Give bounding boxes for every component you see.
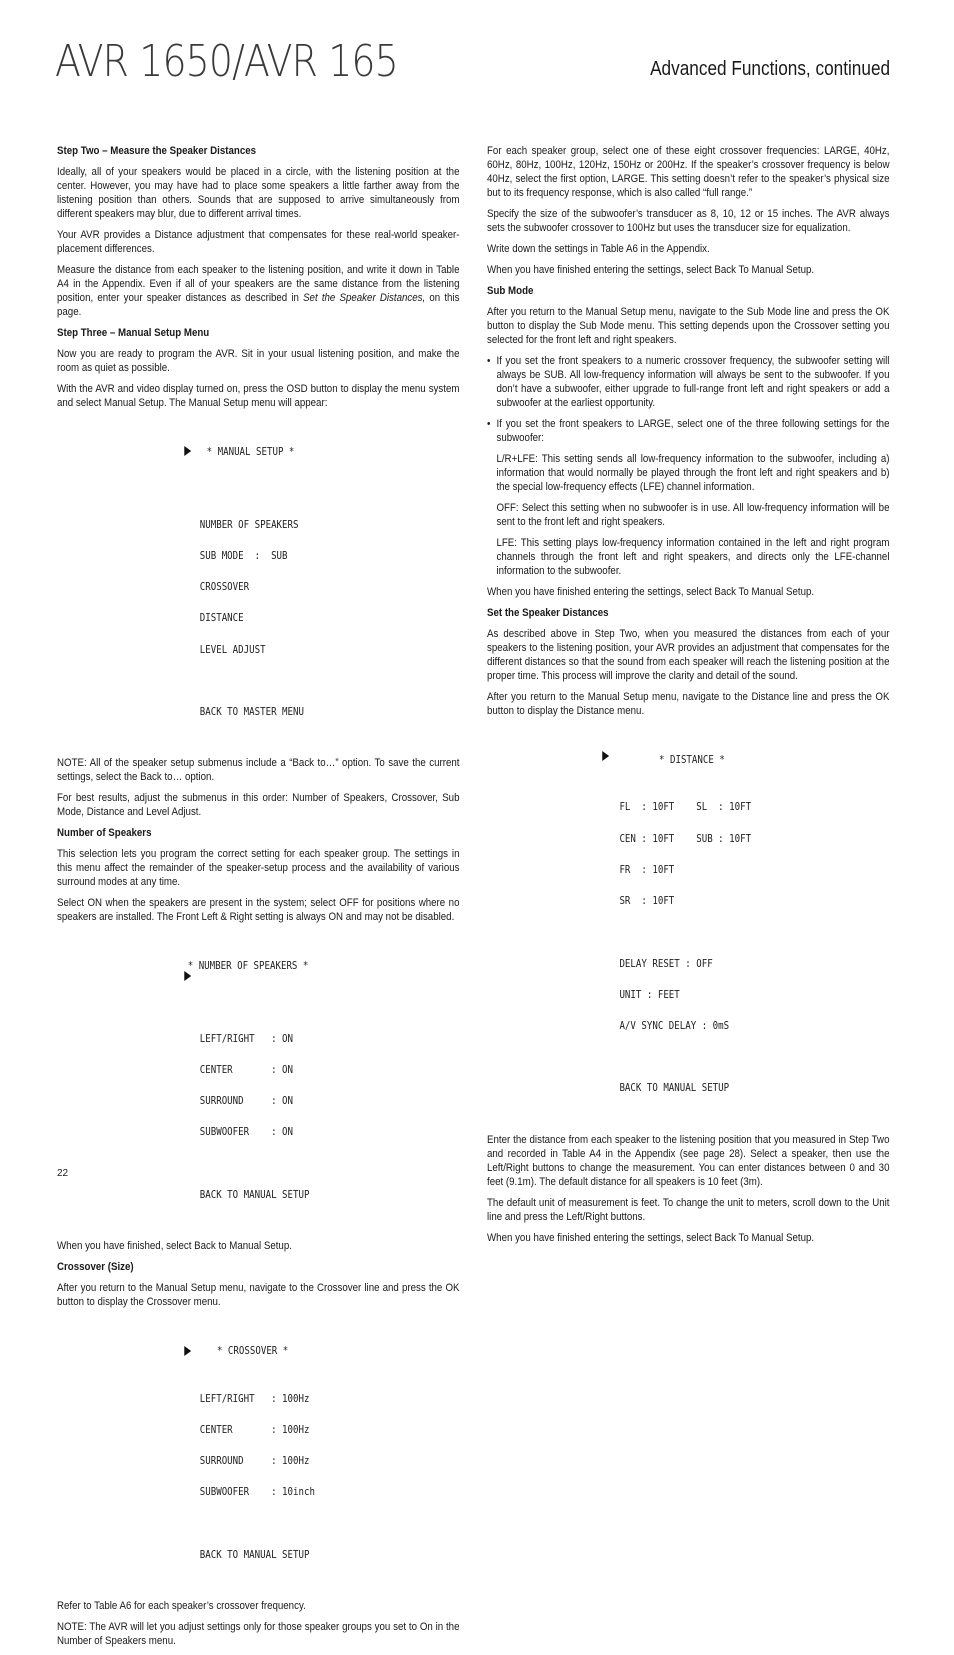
paragraph: With the AVR and video display turned on, press the OSD button to display the menu system and select Manual Setup. The Manual Setup menu will appear: [57, 383, 460, 409]
menu-row: CEN : 10FT SUB : 10FT [619, 832, 752, 845]
paragraph: The default unit of measurement is feet. To change the unit to meters, scroll down to the Unit line and press the Left/Right buttons. [487, 1196, 890, 1223]
menu-item: SUB MODE : SUB [199, 549, 288, 562]
paragraph: OFF: Select this setting when no subwoofer is in use. All low-frequency information will be sent to the front left and right speakers. [496, 502, 890, 528]
sub-mode-bullet-list [487, 354, 889, 445]
menu-row: SURROUND : ON [199, 1095, 294, 1108]
menu-row: SUBWOOFER : 10inch [199, 1486, 315, 1499]
selection-pointer-icon [602, 751, 609, 761]
crossover-menu-display [200, 1325, 460, 1581]
menu-item: NUMBER OF SPEAKERS [199, 518, 299, 531]
menu-title: * CROSSOVER * [216, 1344, 289, 1357]
paragraph: After you return to the Manual Setup menu, navigate to the Distance line and press the OK button to display the Distance menu. [487, 691, 890, 717]
list-item [487, 417, 889, 445]
menu-back-item: BACK TO MASTER MENU [199, 705, 304, 718]
section-title: Advanced Functions, continued [649, 58, 890, 80]
menu-item: DISTANCE [199, 612, 244, 625]
list-item [487, 354, 889, 410]
paragraph [57, 263, 459, 319]
menu-item: LEVEL ADJUST [199, 643, 266, 656]
paragraph: When you have finished entering the settings, select Back To Manual Setup. [487, 586, 815, 598]
list-item-text: If you set the front speakers to LARGE, select one of the three following settings for the subwoofer: [496, 418, 890, 444]
menu-back-item: BACK TO MANUAL SETUP [199, 1188, 310, 1201]
menu-back-item: BACK TO MANUAL SETUP [199, 1548, 310, 1561]
text-run: Measure the distance from each speaker to the listening position, and write it down in Table A4 in the Appendix. Even if all of your speakers are the same distance from the listening position, enter your speaker distances as described in [57, 264, 460, 304]
heading-set-speaker-distances: Set the Speaker Distances [487, 607, 609, 619]
menu-setting: UNIT : FEET [619, 988, 680, 1001]
paragraph: After you return to the Manual Setup menu, navigate to the Crossover line and press the OK button to display the Crossover menu. [57, 1282, 460, 1309]
text-run: on this page. [57, 292, 460, 318]
paragraph: L/R+LFE: This setting sends all low-frequency information to the subwoofer, including a) information that would normally be played through the front left and right speakers and b) the special low-frequency effects (LFE) channel information. [496, 453, 890, 493]
paragraph: For each speaker group, select one of these eight crossover frequencies: LARGE, 40Hz, 60Hz, 80Hz, 100Hz, 120Hz, 150Hz or 200Hz. If the speaker’s crossover frequency is below 40Hz, select the first option, LARGE. This setting doesn’t refer to the speaker’s physical size but to its frequency response, which is also called “full range.” [487, 145, 890, 199]
heading-number-of-speakers: Number of Speakers [57, 827, 152, 840]
page-number: 22 [57, 1168, 69, 1179]
paragraph: Write down the settings in Table A6 in the Appendix. [487, 243, 710, 255]
paragraph: For best results, adjust the submenus in this order: Number of Speakers, Crossover, Sub Mode, Distance and Level Adjust. [57, 792, 460, 819]
heading-step-three: Step Three – Manual Setup Menu [57, 327, 210, 339]
menu-setting: A/V SYNC DELAY : 0mS [619, 1019, 730, 1032]
heading-sub-mode: Sub Mode [487, 285, 534, 297]
menu-row: LEFT/RIGHT : ON [199, 1032, 294, 1045]
sub-mode-options [487, 452, 889, 578]
menu-title: * DISTANCE * [659, 753, 725, 766]
cross-reference: Set the Speaker Distances, [303, 292, 426, 304]
paragraph: NOTE: All of the speaker setup submenus include a “Back to…” option. To save the current settings, select the Back to… option. [57, 757, 460, 784]
model-title: AVR 1650/AVR 165 [55, 36, 398, 87]
list-item-text: If you set the front speakers to a numeric crossover frequency, the subwoofer setting will always be SUB. All low-frequency information will always be sent to the subwoofer. If you don’t have a subwoofer, either upgrade to full-range front left and right speakers or add a subwoofer at the earliest opportunity. [496, 355, 890, 409]
menu-item: CROSSOVER [199, 581, 250, 594]
paragraph: After you return to the Manual Setup menu, navigate to the Sub Mode line and press the OK button to display the Sub Mode menu. This setting depends upon the Crossover setting you selected for the front left and right speakers. [487, 306, 890, 346]
menu-row: LEFT/RIGHT : 100Hz [199, 1392, 310, 1405]
menu-row: FL : 10FT SL : 10FT [619, 801, 752, 814]
left-column [57, 144, 459, 1655]
paragraph: Now you are ready to program the AVR. Sit in your usual listening position, and make the room as quiet as possible. [57, 348, 460, 374]
menu-row: CENTER : 100Hz [199, 1423, 310, 1436]
menu-row: SR : 10FT [619, 895, 675, 908]
paragraph: LFE: This setting plays low-frequency information contained in the left and right program channels through the front left and right speakers, and directs only the LFE-channel information to the subwoofer. [496, 537, 890, 577]
paragraph: Refer to Table A6 for each speaker’s crossover frequency. [57, 1599, 306, 1612]
paragraph: Select ON when the speakers are present in the system; select OFF for positions where no speakers are installed. The Front Left & Right setting is always ON and may not be disabled. [57, 897, 460, 924]
paragraph: NOTE: The AVR will let you adjust settings only for those speaker groups you set to On in the Number of Speakers menu. [57, 1620, 460, 1647]
paragraph: Your AVR provides a Distance adjustment that compensates for these real-world speaker-placement differences. [57, 229, 460, 255]
heading-crossover: Crossover (Size) [57, 1261, 134, 1274]
menu-row: SURROUND : 100Hz [199, 1454, 310, 1467]
menu-row: FR : 10FT [619, 863, 675, 876]
bullet-icon: • [487, 355, 491, 367]
distance-menu-display [619, 734, 889, 1115]
menu-row: CENTER : ON [199, 1064, 294, 1077]
selection-pointer-icon [184, 1346, 191, 1356]
number-of-speakers-menu-display [188, 940, 460, 1221]
manual-setup-menu-display [200, 426, 460, 738]
selection-pointer-icon [184, 446, 191, 456]
paragraph: When you have finished, select Back to Manual Setup. [57, 1240, 292, 1253]
menu-setting: DELAY RESET : OFF [619, 957, 713, 970]
paragraph: This selection lets you program the correct setting for each speaker group. The settings in this menu affect the remainder of the speaker-setup process and the availability of various surround modes at any time. [57, 848, 460, 889]
menu-row: SUBWOOFER : ON [199, 1126, 294, 1139]
menu-title: * NUMBER OF SPEAKERS * [187, 959, 309, 972]
right-column [487, 144, 889, 1252]
bullet-icon: • [487, 418, 491, 430]
menu-back-item: BACK TO MANUAL SETUP [619, 1082, 730, 1095]
paragraph: When you have finished entering the settings, select Back To Manual Setup. [487, 1231, 815, 1244]
paragraph: Ideally, all of your speakers would be placed in a circle, with the listening position at the center. However, you may have had to place some speakers a little farther away from the listening position than others. Sounds that are supposed to arrive simultaneously from different speakers may blur, due to different arrival times. [57, 166, 460, 220]
paragraph: As described above in Step Two, when you measured the distances from each of your speakers to the listening position, your AVR provides an adjustment that compensates for the different distances so that the sound from each speaker will reach the listening position at the proper time. This process will improve the clarity and detail of the sound. [487, 628, 890, 682]
paragraph: Enter the distance from each speaker to the listening position that you measured in Step Two and recorded in Table A4 in the Appendix (see page 28). Select a speaker, then use the Left/Right buttons to change the measurement. You can enter distances between 0 and 30 feet (9.1m). The default distance for all speakers is 10 feet (3m). [487, 1133, 890, 1188]
menu-title: * MANUAL SETUP * [206, 445, 295, 458]
heading-step-two: Step Two – Measure the Speaker Distances [57, 145, 257, 157]
paragraph: When you have finished entering the settings, select Back To Manual Setup. [487, 264, 815, 276]
selection-pointer-icon [184, 971, 191, 981]
paragraph: Specify the size of the subwoofer’s transducer as 8, 10, 12 or 15 inches. The AVR always sets the subwoofer crossover to 100Hz but uses the transducer size for equalization. [487, 208, 890, 234]
